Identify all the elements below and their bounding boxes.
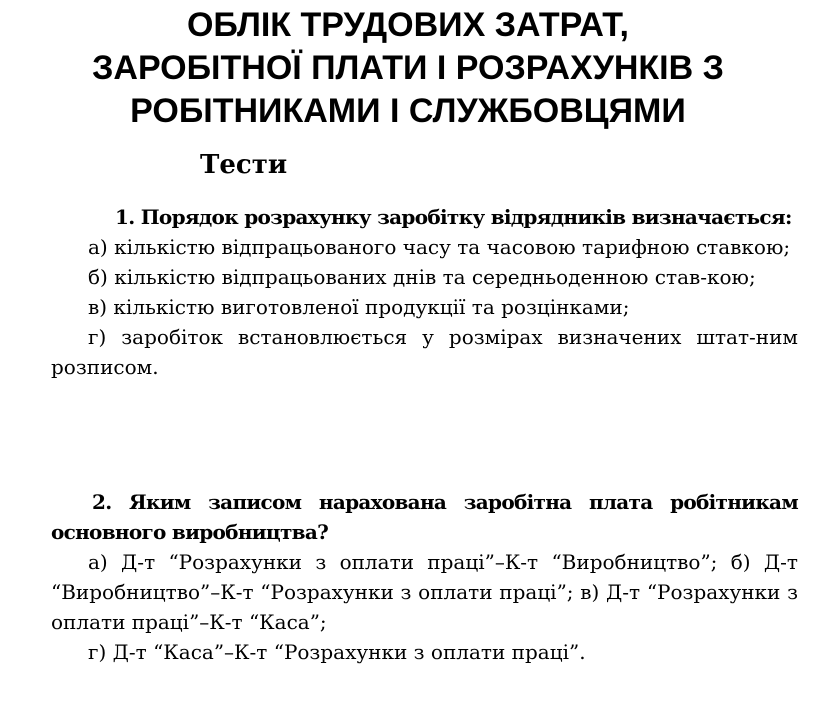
section-subtitle: Тести: [200, 150, 288, 180]
title-line-2: ЗАРОБІТНОЇ ПЛАТИ І РОЗРАХУНКІВ З: [92, 49, 724, 87]
question-2-options-abc: а) Д-т “Розрахунки з оплати праці”–К-т “Виробництво”; б) Д-т “Виробництво”–К-т “Розрахунки з оплати праці”; в) Д-т “Розрахунки з оплати праці”–К-т “Каса”;: [51, 550, 798, 634]
question-1-option-a: а) кількістю відпрацьованого часу та часовою тарифною ставкою;: [88, 235, 791, 259]
question-1-option-d: г) заробіток встановлюється у розмірах визначених штат-ним розписом.: [51, 325, 798, 379]
question-2-heading: 2. Яким записом нарахована заробітна плата робітникам основного виробництва?: [51, 490, 798, 544]
question-2: [51, 487, 798, 667]
question-1-option-c: в) кількістю виготовленої продукції та розцінками;: [88, 295, 630, 319]
question-1-option-b: б) кількістю відпрацьованих днів та середньоденною став-кою;: [88, 265, 756, 289]
title-line-3: РОБІТНИКАМИ І СЛУЖБОВЦЯМИ: [130, 92, 686, 130]
question-1-heading: 1. Порядок розрахунку заробітку відрядників визначається:: [115, 205, 792, 229]
question-1: [51, 202, 798, 382]
title-line-1: ОБЛІК ТРУДОВИХ ЗАТРАТ,: [186, 6, 630, 44]
question-2-option-d: г) Д-т “Каса”–К-т “Розрахунки з оплати праці”.: [88, 640, 586, 664]
document-title: [40, 4, 776, 133]
